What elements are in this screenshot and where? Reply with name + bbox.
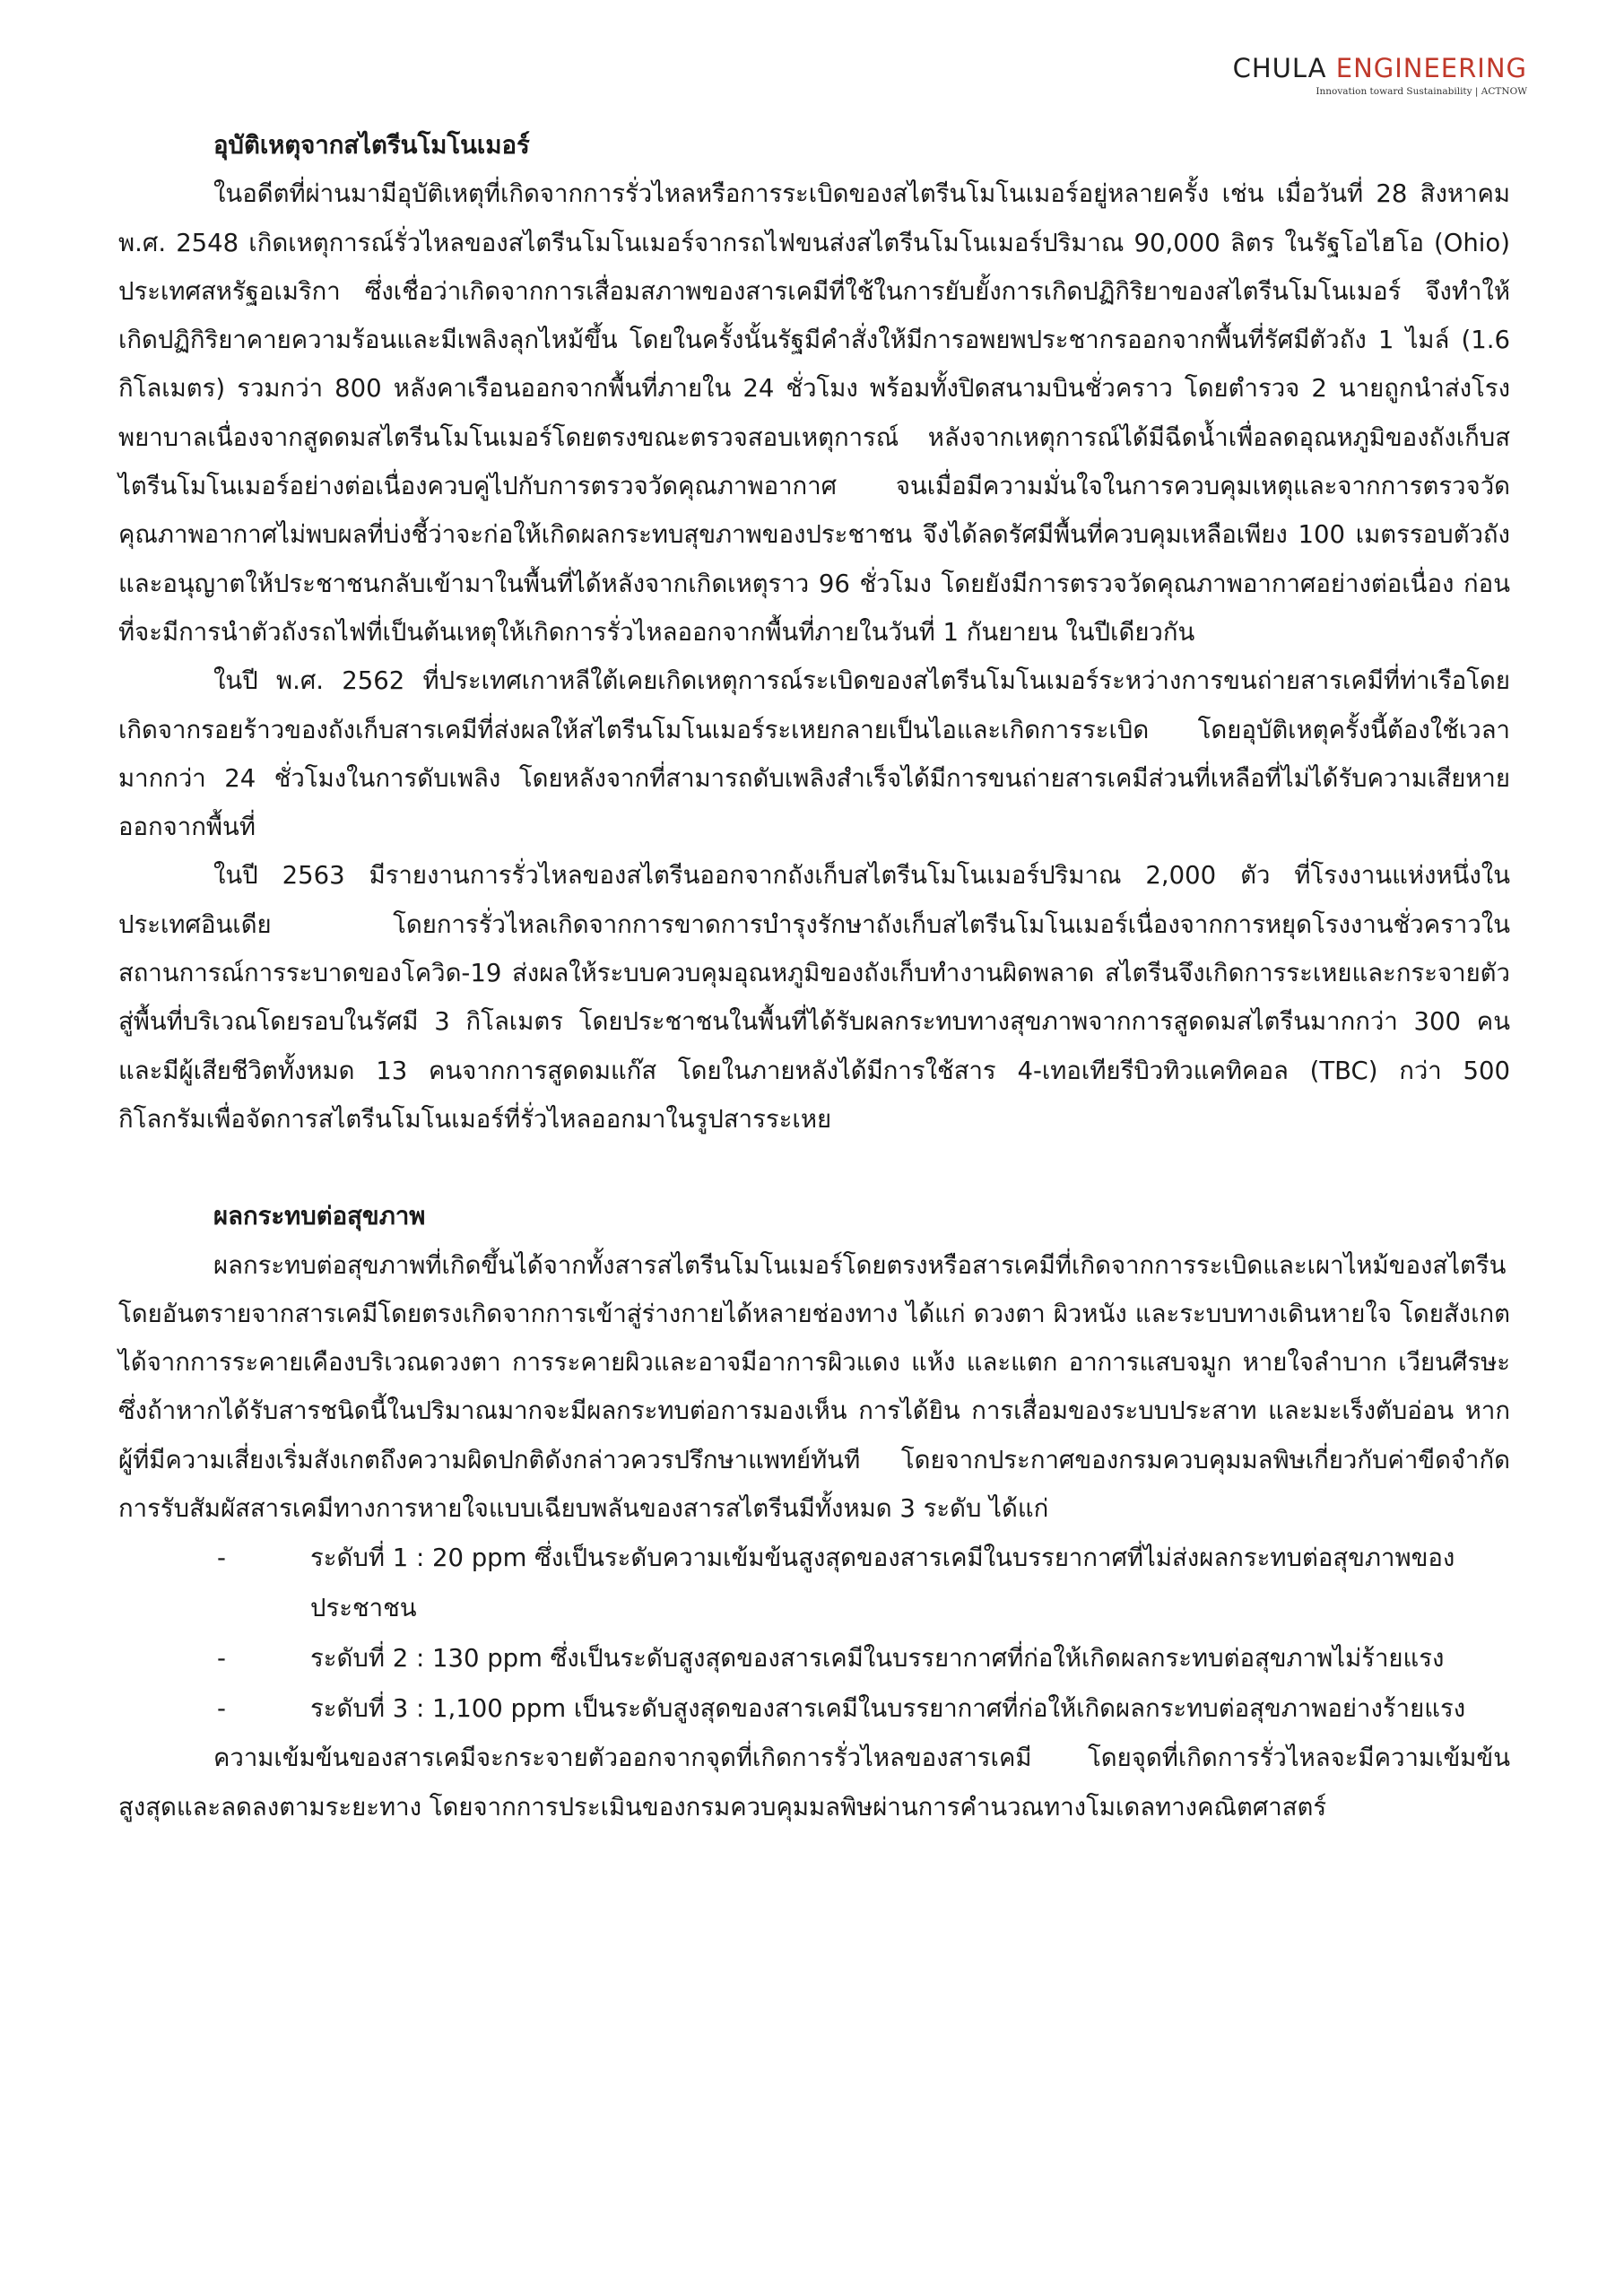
bullet-dash: - — [217, 1694, 226, 1724]
chula-engineering-logo — [1232, 53, 1527, 97]
paragraph-korea-2019: ในปี พ.ศ. 2562 ที่ประเทศเกาหลีใต้เคยเกิดเหตุการณ์ระเบิดของสไตรีนโมโนเมอร์ระหว่างการขนถ่ายสารเคมีที่ท่าเรือโดยเกิดจากรอยร้าวของถังเก็บสารเคมีที่ส่งผลให้สไตรีนโมโนเมอร์ระเหยกลายเป็นไอและเกิดการระเบิด โดยอุบัติเหตุครั้งนี้ต้องใช้เวลามากกว่า 24 ชั่วโมงในการดับเพลิง โดยหลังจากที่สามารถดับเพลิงสำเร็จได้มีการขนถ่ายสารเคมีส่วนที่เหลือที่ไม่ได้รับความเสียหายออกจากพื้นที่ — [118, 666, 1510, 842]
section-heading-accidents: อุบัติเหตุจากสไตรีนโมโนเมอร์ — [213, 131, 530, 160]
logo-tagline: Innovation toward Sustainability | ACTNOW — [1316, 86, 1527, 97]
logo-engineering: ENGINEERING — [1335, 53, 1527, 83]
level-1-text: ระดับที่ 1 : 20 ppm ซึ่งเป็นระดับความเข้มข้นสูงสุดของสารเคมีในบรรยากาศที่ไม่ส่งผลกระทบต่อสุขภาพของประชาชน — [310, 1544, 1455, 1623]
level-3-text: ระดับที่ 3 : 1,100 ppm เป็นระดับสูงสุดของสารเคมีในบรรยากาศที่ก่อให้เกิดผลกระทบต่อสุขภาพอย่างร้ายแรง — [310, 1694, 1466, 1724]
paragraph-india-2020: ในปี 2563 มีรายงานการรั่วไหลของสไตรีนออกจากถังเก็บสไตรีนโมโนเมอร์ปริมาณ 2,000 ตัว ที่โรงงานแห่งหนึ่งในประเทศอินเดีย โดยการรั่วไหลเกิดจากการขาดการบำรุงรักษาถังเก็บสไตรีนโมโนเมอร์เนื่องจากการหยุดโรงงานชั่วคราวในสถานการณ์การระบาดของโควิด-19 ส่งผลให้ระบบควบคุมอุณหภูมิของถังเก็บทำงานผิดพลาด สไตรีนจึงเกิดการระเหยและกระจายตัวสู่พื้นที่บริเวณโดยรอบในรัศมี 3 กิโลเมตร โดยประชาชนในพื้นที่ได้รับผลกระทบทางสุขภาพจากการสูดดมสไตรีนมากกว่า 300 คน และมีผู้เสียชีวิตทั้งหมด 13 คนจากการสูดดมแก๊ส โดยในภายหลังได้มีการใช้สาร 4-เทอเทียรีบิวทิวแคทิคอล (TBC) กว่า 500 กิโลกรัมเพื่อจัดการสไตรีนโมโนเมอร์ที่รั่วไหลออกมาในรูปสารระเหย — [118, 861, 1510, 1134]
logo-wordmark — [1232, 53, 1527, 83]
list-item — [118, 1633, 1510, 1683]
document-page — [118, 121, 1510, 1831]
section-heading-health: ผลกระทบต่อสุขภาพ — [213, 1202, 426, 1231]
exposure-levels-list — [118, 1533, 1510, 1734]
paragraph-health-intro: ผลกระทบต่อสุขภาพที่เกิดขึ้นได้จากทั้งสารสไตรีนโมโนเมอร์โดยตรงหรือสารเคมีที่เกิดจากการระเบิดและเผาไหม้ของสไตรีน โดยอันตรายจากสารเคมีโดยตรงเกิดจากการเข้าสู่ร่างกายได้หลายช่องทาง ได้แก่ ดวงตา ผิวหนัง และระบบทางเดินหายใจ โดยสังเกตได้จากการระคายเคืองบริเวณดวงตา การระคายผิวและอาจมีอาการผิวแดง แห้ง และแตก อาการแสบจมูก หายใจลำบาก เวียนศีรษะ ซึ่งถ้าหากได้รับสารชนิดนี้ในปริมาณมากจะมีผลกระทบต่อการมองเห็น การได้ยิน การเสื่อมของระบบประสาท และมะเร็งตับอ่อน หากผู้ที่มีความเสี่ยงเริ่มสังเกตถึงความผิดปกติดังกล่าวควรปรึกษาแพทย์ทันที โดยจากประกาศของกรมควบคุมมลพิษเกี่ยวกับค่าขีดจำกัดการรับสัมผัสสารเคมีทางการหายใจแบบเฉียบพลันของสารสไตรีนมีทั้งหมด 3 ระดับ ได้แก่ — [118, 1250, 1510, 1524]
logo-chula: CHULA — [1232, 53, 1327, 83]
bullet-dash: - — [217, 1544, 226, 1573]
list-item — [118, 1683, 1510, 1734]
section-spacer — [118, 1144, 1510, 1192]
paragraph-concentration: ความเข้มข้นของสารเคมีจะกระจายตัวออกจากจุดที่เกิดการรั่วไหลของสารเคมี โดยจุดที่เกิดการรั่วไหลจะมีความเข้มข้นสูงสุดและลดลงตามระยะทาง โดยจากการประเมินของกรมควบคุมมลพิษผ่านการคำนวณทางโมเดลทางคณิตศาสตร์ — [118, 1744, 1510, 1822]
bullet-dash: - — [217, 1644, 226, 1674]
paragraph-ohio-2005: ในอดีตที่ผ่านมามีอุบัติเหตุที่เกิดจากการรั่วไหลหรือการระเบิดของสไตรีนโมโนเมอร์อยู่หลายครั้ง เช่น เมื่อวันที่ 28 สิงหาคม พ.ศ. 2548 เกิดเหตุการณ์รั่วไหลของสไตรีนโมโนเมอร์จากรถไฟขนส่งสไตรีนโมโนเมอร์ปริมาณ 90,000 ลิตร ในรัฐโอไฮโอ (Ohio) ประเทศสหรัฐอเมริกา ซึ่งเชื่อว่าเกิดจากการเสื่อมสภาพของสารเคมีที่ใช้ในการยับยั้งการเกิดปฏิกิริยาของสไตรีนโมโนเมอร์ จึงทำให้เกิดปฏิกิริยาคายความร้อนและมีเพลิงลุกไหม้ขึ้น โดยในครั้งนั้นรัฐมีคำสั่งให้มีการอพยพประชากรออกจากพื้นที่รัศมีตัวถัง 1 ไมล์ (1.6 กิโลเมตร) รวมกว่า 800 หลังคาเรือนออกจากพื้นที่ภายใน 24 ชั่วโมง พร้อมทั้งปิดสนามบินชั่วคราว โดยตำรวจ 2 นายถูกนำส่งโรงพยาบาลเนื่องจากสูดดมสไตรีนโมโนเมอร์โดยตรงขณะตรวจสอบเหตุการณ์ หลังจากเหตุการณ์ได้มีฉีดน้ำเพื่อลดอุณหภูมิของถังเก็บสไตรีนโมโนเมอร์อย่างต่อเนื่องควบคู่ไปกับการตรวจวัดคุณภาพอากาศ จนเมื่อมีความมั่นใจในการควบคุมเหตุและจากการตรวจวัดคุณภาพอากาศไม่พบผลที่บ่งชี้ว่าจะก่อให้เกิดผลกระทบสุขภาพของประชาชน จึงได้ลดรัศมีพื้นที่ควบคุมเหลือเพียง 100 เมตรรอบตัวถัง และอนุญาตให้ประชาชนกลับเข้ามาในพื้นที่ได้หลังจากเกิดเหตุราว 96 ชั่วโมง โดยยังมีการตรวจวัดคุณภาพอากาศอย่างต่อเนื่อง ก่อนที่จะมีการนำตัวถังรถไฟที่เป็นต้นเหตุให้เกิดการรั่วไหลออกจากพื้นที่ภายในวันที่ 1 กันยายน ในปีเดียวกัน — [118, 179, 1510, 647]
level-2-text: ระดับที่ 2 : 130 ppm ซึ่งเป็นระดับสูงสุดของสารเคมีในบรรยากาศที่ก่อให้เกิดผลกระทบต่อสุขภาพไม่ร้ายแรง — [310, 1644, 1445, 1674]
list-item — [118, 1533, 1510, 1633]
